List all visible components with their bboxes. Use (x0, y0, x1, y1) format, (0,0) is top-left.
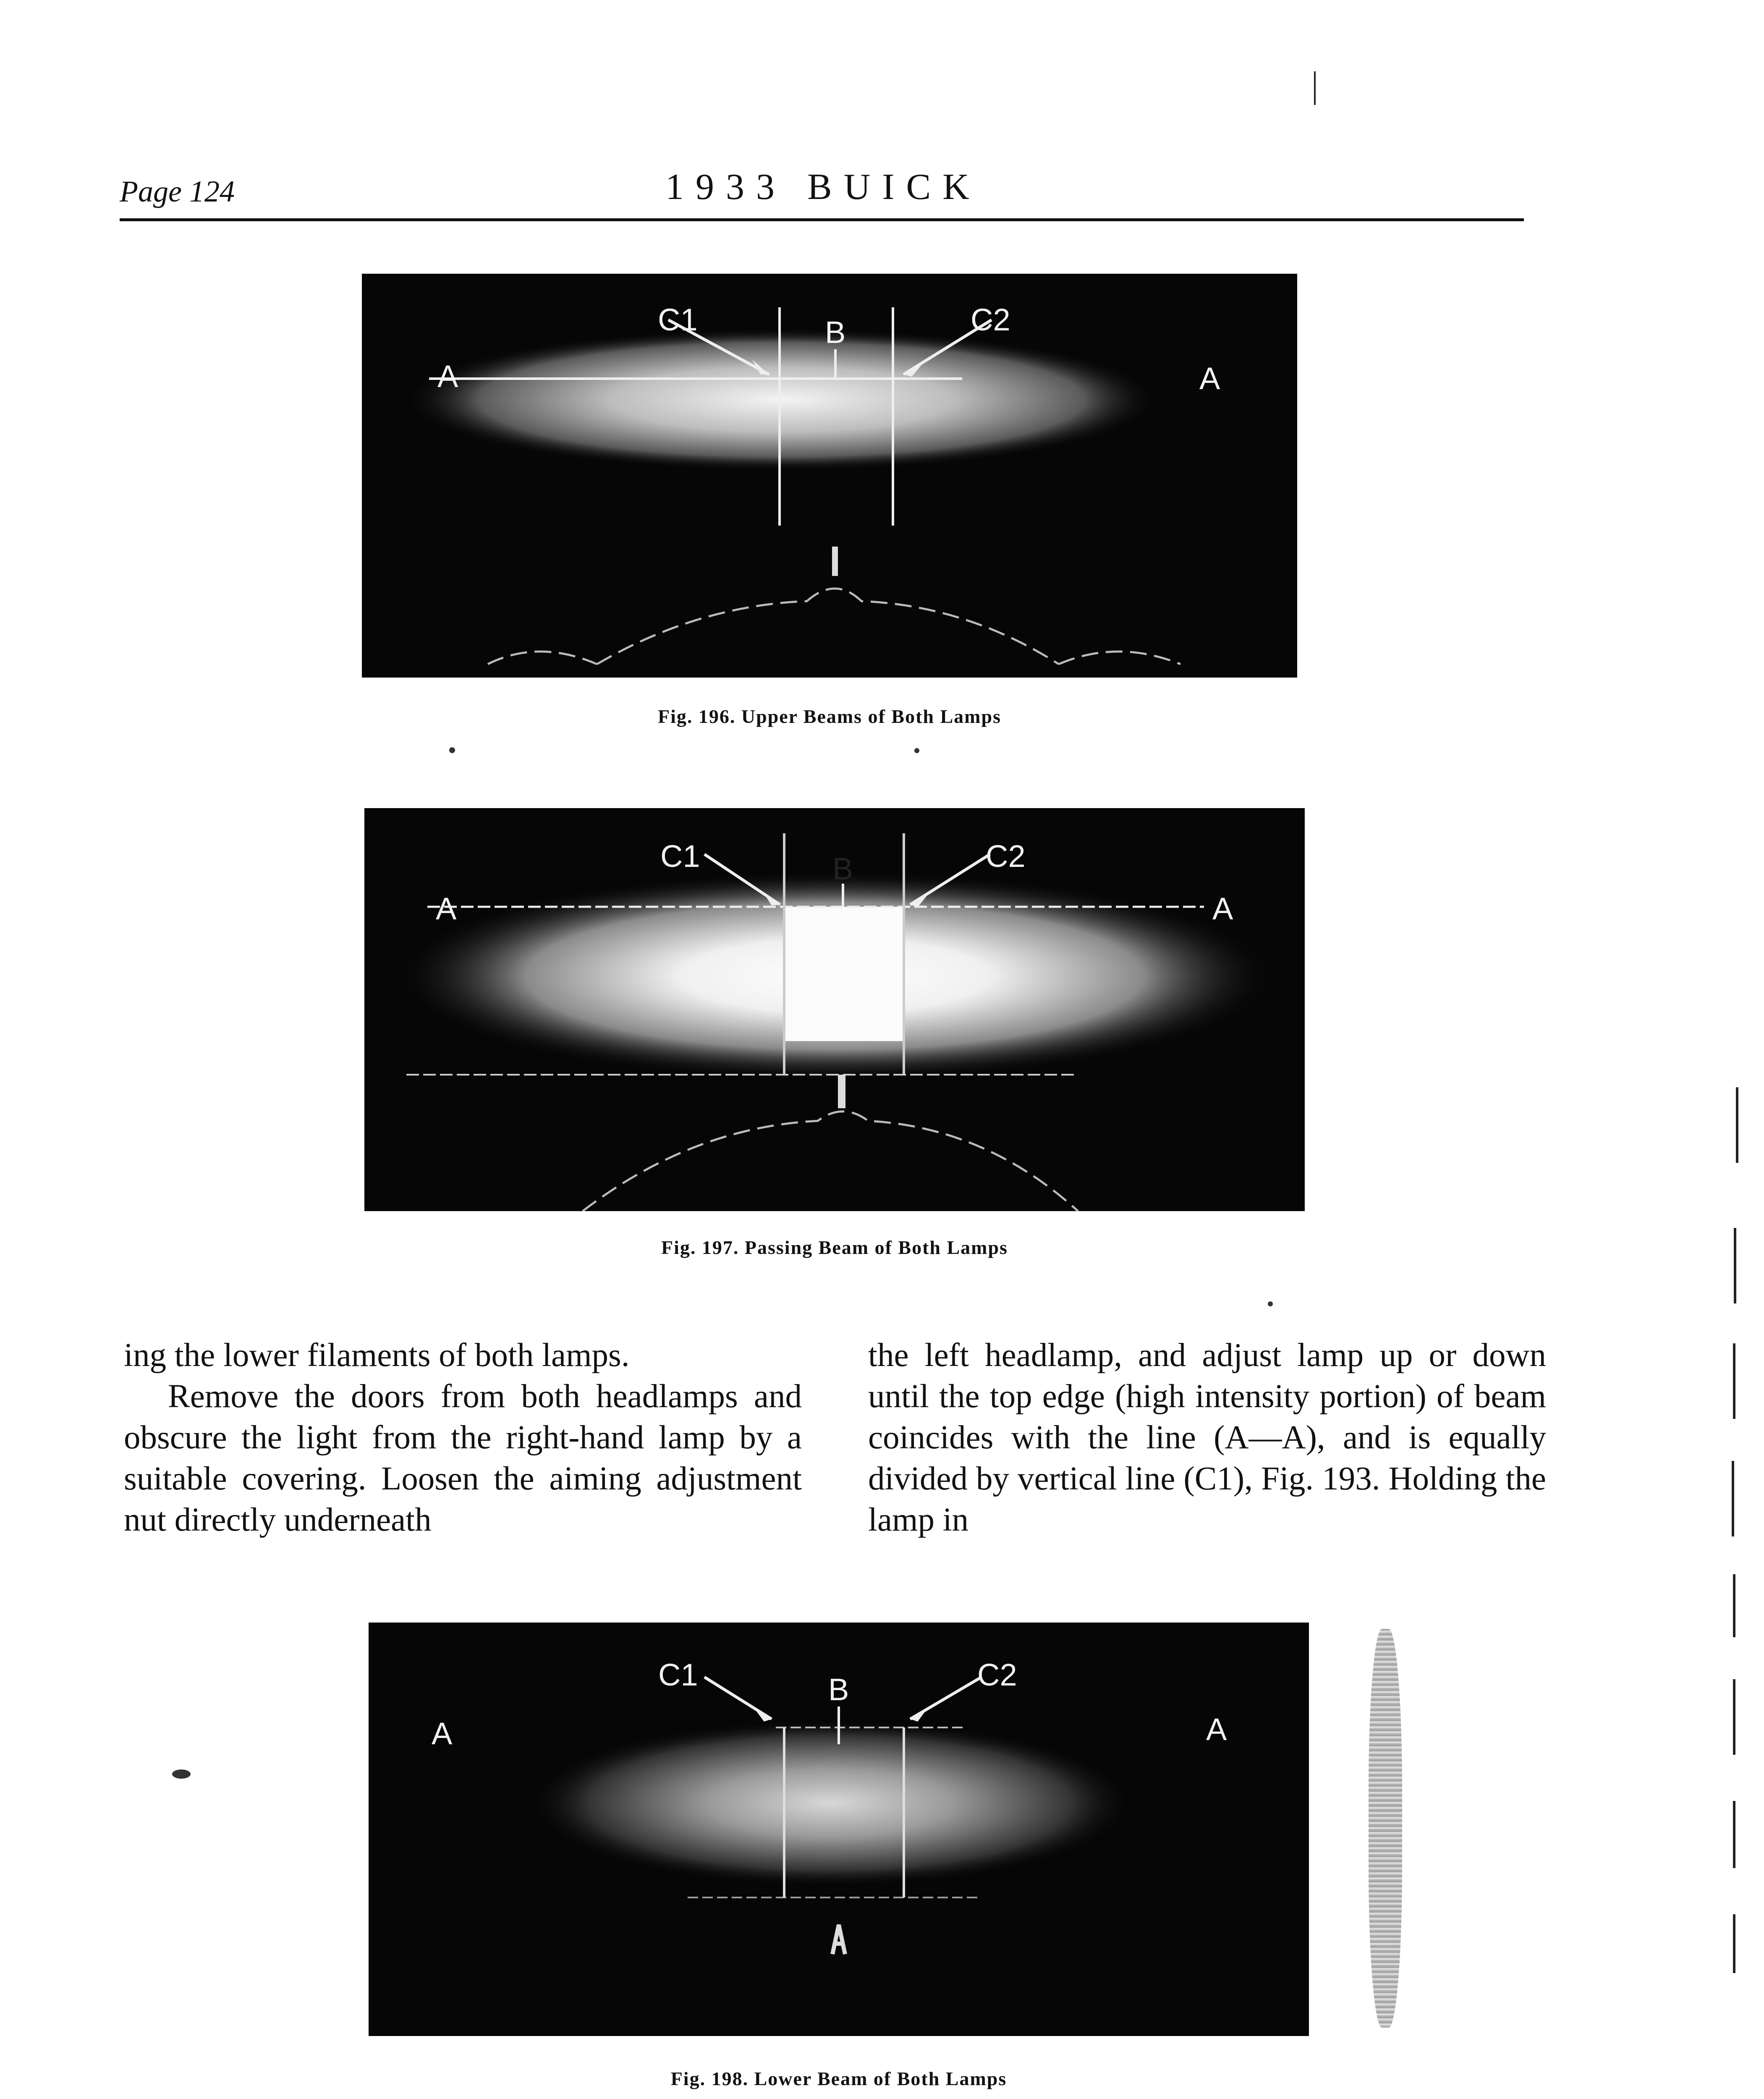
label-c1: C1 (658, 1657, 698, 1692)
scan-smudge (1369, 1629, 1402, 2028)
hood-outline (597, 589, 1059, 664)
figure-196-photo (362, 274, 1297, 678)
label-a-left: A (437, 359, 458, 394)
figure-198-photo (369, 1623, 1309, 2036)
margin-mark (1733, 1343, 1735, 1419)
arrowhead-c1-icon (755, 1709, 772, 1722)
label-c1: C1 (658, 302, 698, 337)
margin-mark (1733, 1679, 1735, 1755)
body-paragraph: the left headlamp, and adjust lamp up or down until the top edge (high intensity portion) of beam coincides with the line (A—A), and is equally divided by vertical line (C1), Fig. 193. Holding the lamp in (868, 1337, 1546, 1538)
hood-ornament-icon (838, 1075, 845, 1108)
figure-197-photo (364, 808, 1305, 1211)
running-title: 1933 BUICK (665, 167, 981, 207)
page-header (120, 166, 1522, 216)
beam-glow (528, 1719, 1133, 1887)
label-a-left: A (432, 1716, 453, 1751)
scan-speck (914, 748, 919, 753)
label-a-right: A (1199, 361, 1220, 396)
label-a-left: A (436, 891, 457, 926)
label-c2: C2 (977, 1657, 1017, 1692)
hood-outline (583, 1112, 1078, 1212)
margin-mark (1736, 1087, 1738, 1163)
body-paragraph: Remove the doors from both headlamps and obscure the light from the right-hand lamp by a suitable covering. Loosen the aiming adjustment nut directly underneath (124, 1378, 802, 1538)
margin-mark (1732, 1461, 1734, 1536)
beam-glow (404, 328, 1159, 471)
label-b: B (828, 1672, 849, 1707)
label-c1: C1 (660, 839, 700, 874)
label-a-right: A (1212, 891, 1233, 926)
hood-ornament-icon (832, 1925, 845, 1954)
margin-mark (1733, 1801, 1735, 1868)
page-number: Page 124 (120, 175, 235, 208)
scan-speck (1268, 1301, 1273, 1306)
figure-197-caption: Fig. 197. Passing Beam of Both Lamps (661, 1237, 1008, 1258)
beam-hotspot (784, 907, 904, 1041)
body-text-right-column (868, 1335, 1546, 1541)
label-b: B (832, 851, 853, 886)
label-c2: C2 (986, 839, 1026, 874)
hood-ornament-icon (832, 547, 838, 576)
scan-speck (172, 1769, 191, 1779)
fender-outline (488, 652, 1180, 664)
body-text-left-column (124, 1335, 802, 1541)
margin-mark (1734, 1228, 1736, 1303)
label-a-right: A (1206, 1712, 1227, 1747)
body-paragraph: ing the lower filaments of both lamps. (124, 1337, 630, 1374)
margin-mark (1314, 71, 1316, 105)
figure-198-caption: Fig. 198. Lower Beam of Both Lamps (670, 2068, 1007, 2089)
label-b: B (825, 315, 846, 350)
scan-speck (449, 747, 455, 753)
arrowhead-c2-icon (910, 1709, 927, 1722)
margin-mark (1733, 1574, 1735, 1637)
label-c2: C2 (971, 302, 1010, 337)
header-rule (120, 218, 1524, 221)
margin-mark (1733, 1914, 1735, 1973)
arrow-c1 (704, 1677, 772, 1719)
figure-196-caption: Fig. 196. Upper Beams of Both Lamps (658, 706, 1001, 727)
